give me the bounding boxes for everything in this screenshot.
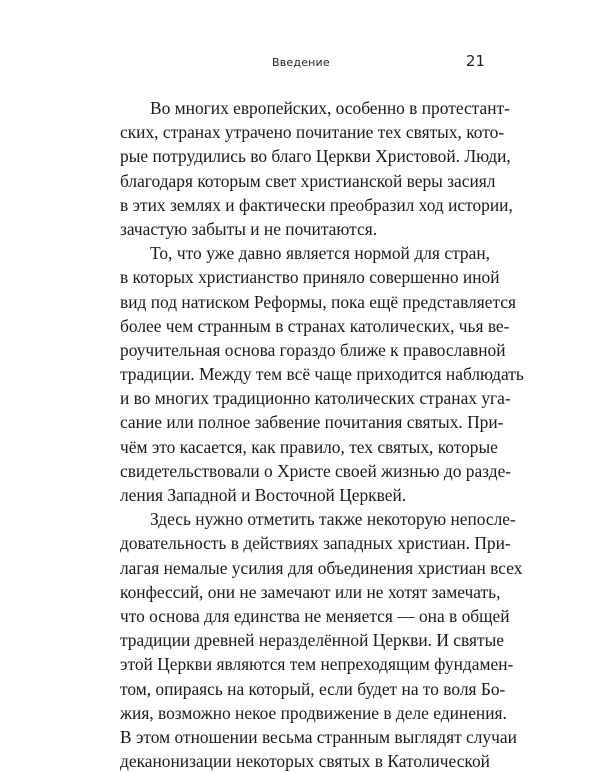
text-line: в которых христианство приняло совершенно иной <box>120 267 500 288</box>
body-text <box>120 96 524 773</box>
text-line: традиции. Между тем всё чаще приходится наблюдать <box>120 364 524 385</box>
text-line: более чем странным в странах католических, чья ве- <box>120 315 510 336</box>
text-line: этой Церкви являются тем непреходящим фундамен- <box>120 654 514 675</box>
text-line: жия, возможно некое продвижение в деле единения. <box>120 702 507 723</box>
text-line: Здесь нужно отметить также некоторую непосле- <box>150 509 516 530</box>
text-line: что основа для единства не меняется — она в общей <box>120 605 510 626</box>
text-line: том, опираясь на который, если будет на то воля Бо- <box>120 678 506 699</box>
text-line: вид под натиском Реформы, пока ещё представляется <box>120 291 516 312</box>
text-line: ления Западной и Восточной Церквей. <box>120 485 407 505</box>
text-line: свидетельствовали о Христе своей жизнью до разде- <box>120 460 512 481</box>
paragraph-1 <box>120 96 513 241</box>
text-line: роучительная основа гораздо ближе к православной <box>120 339 506 360</box>
text-line: сание или полное забвение почитания святых. При- <box>120 412 504 433</box>
text-line: рые потрудились во благо Церкви Христовой. Люди, <box>120 146 511 167</box>
text-line: лагая немалые усилия для объединения христиан всех <box>120 557 523 578</box>
text-line: деканонизации некоторых святых в Католической <box>120 751 490 772</box>
text-line: конфессий, они не замечают или не хотят замечать, <box>120 581 501 602</box>
text-line: благодаря которым свет христианской веры засиял <box>120 170 496 191</box>
text-line: чём это касается, как правило, тех святых, которые <box>120 436 498 457</box>
text-line: довательность в действиях западных христиан. При- <box>120 533 511 554</box>
text-line: Во многих европейских, особенно в протестант- <box>150 98 510 118</box>
text-line: В этом отношении весьма странным выглядят случаи <box>120 726 517 747</box>
text-line: в этих землях и фактически преобразил ход истории, <box>120 194 513 215</box>
text-line: и во многих традиционно католических странах уга- <box>120 388 511 409</box>
running-head: Введение <box>272 56 330 69</box>
page-number: 21 <box>465 52 485 70</box>
text-line: ских, странах утрачено почитание тех святых, кото- <box>120 122 505 143</box>
text-line: традиции древней неразделённой Церкви. И святые <box>120 630 504 651</box>
text-line: То, что уже давно является нормой для стран, <box>150 243 490 264</box>
paragraph-3 <box>120 507 523 773</box>
paragraph-2 <box>120 241 524 507</box>
text-line: зачастую забыты и не почитаются. <box>120 218 378 239</box>
